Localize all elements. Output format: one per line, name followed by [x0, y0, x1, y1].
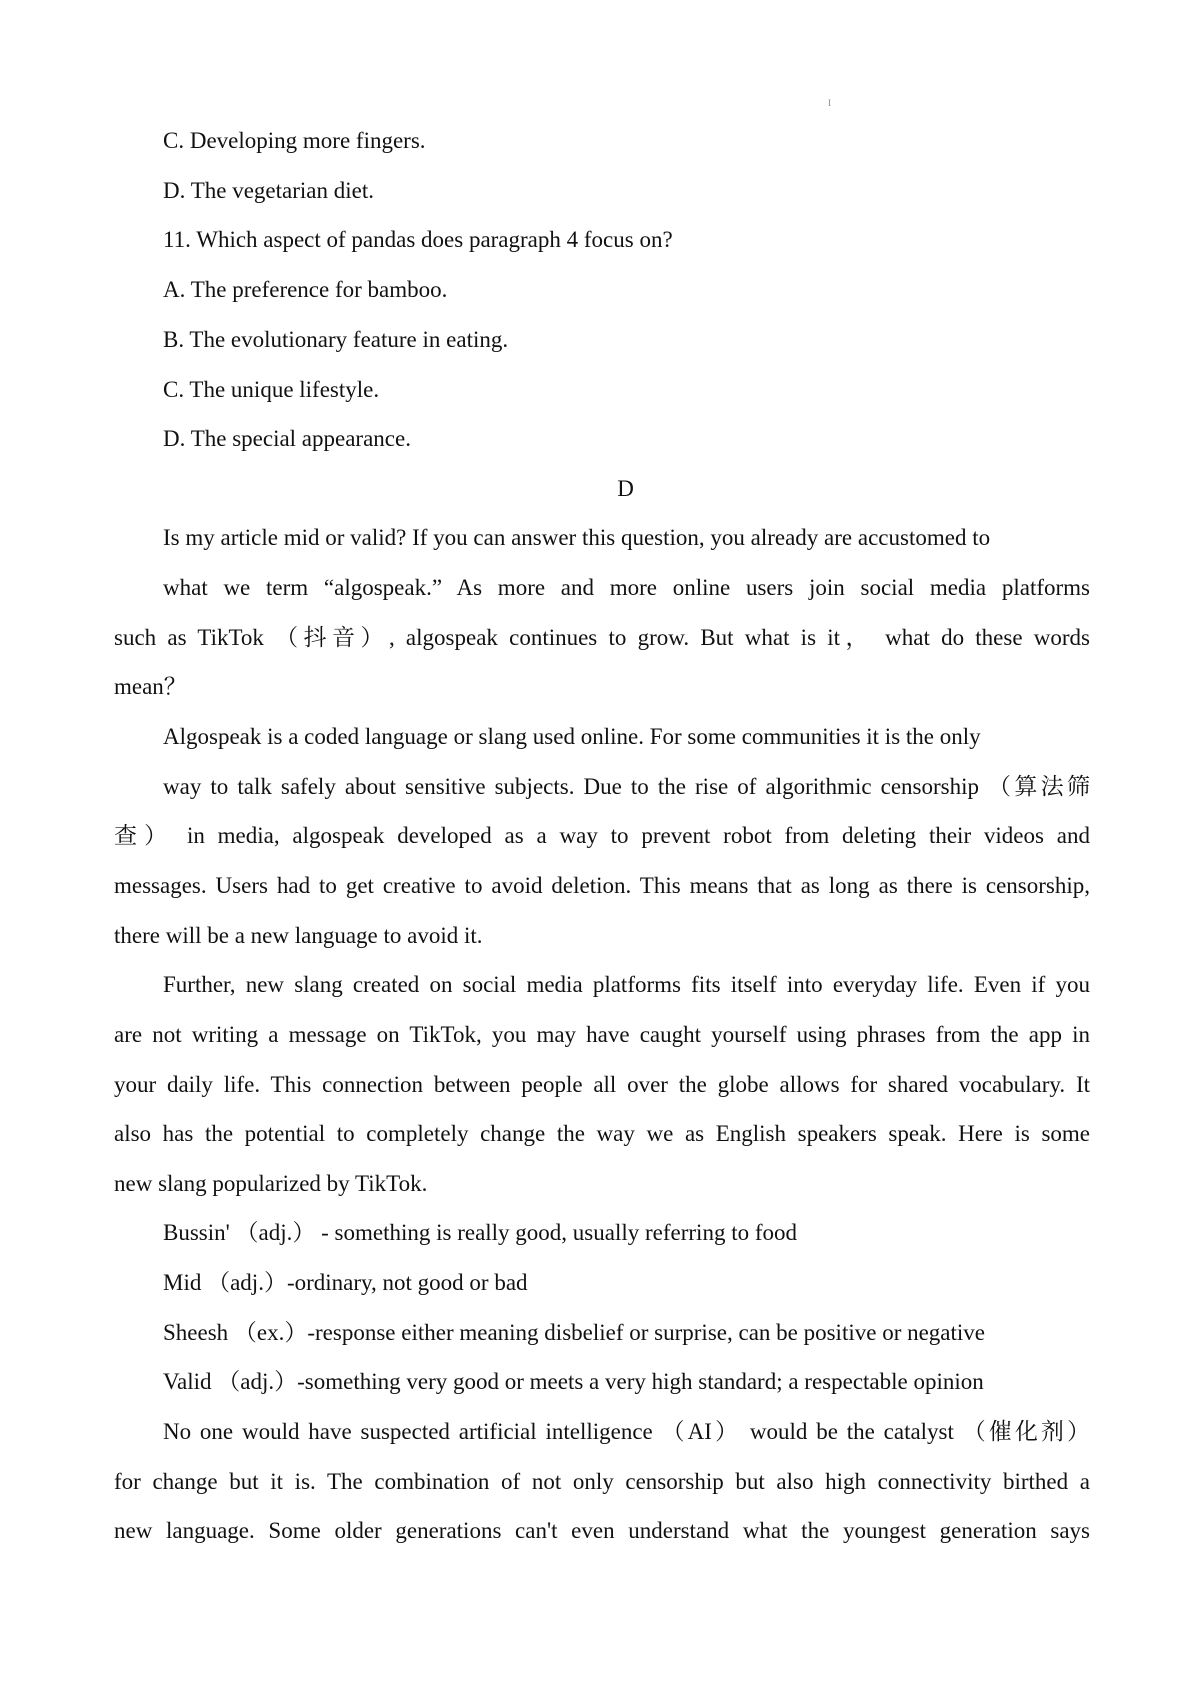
passage-line: also has the potential to completely change the way we as English speakers speak. Here is some: [114, 1121, 1090, 1146]
passage-line: messages. Users had to get creative to avoid deletion. This means that as long as there is censorship,: [114, 873, 1090, 898]
slang-entry: Sheesh （ex.）-response either meaning disbelief or surprise, can be positive or negative: [163, 1320, 986, 1345]
option-d-q10: D. The vegetarian diet.: [163, 178, 374, 203]
slang-entry: Valid （adj.）-something very good or meets a very high standard; a respectable opinion: [163, 1369, 984, 1394]
slang-entry: Bussin' （adj.） - something is really good, usually referring to food: [163, 1220, 797, 1245]
slang-entry: Mid （adj.）-ordinary, not good or bad: [163, 1270, 528, 1295]
passage-line: new slang popularized by TikTok.: [114, 1171, 428, 1196]
passage-line: No one would have suspected artificial intelligence （AI） would be the catalyst （催化剂）: [163, 1419, 1090, 1444]
passage-line: your daily life. This connection between people all over the globe allows for shared vocabulary. It: [114, 1072, 1090, 1097]
option-c-q11: C. The unique lifestyle.: [163, 377, 380, 402]
passage-line: new language. Some older generations can't even understand what the youngest generation says: [114, 1518, 1090, 1543]
passage-line: mean？: [114, 674, 187, 699]
option-a-q11: A. The preference for bamboo.: [163, 277, 448, 302]
page-mark: I: [828, 98, 831, 108]
passage-line: for change but it is. The combination of not only censorship but also high connectivity birthed a: [114, 1469, 1090, 1494]
passage-line: such as TikTok （抖音）, algospeak continues to grow. But what is it， what do these words: [114, 625, 1090, 650]
passage-line: there will be a new language to avoid it.: [114, 923, 483, 948]
passage-line: Algospeak is a coded language or slang used online. For some communities it is the only: [163, 724, 981, 749]
passage-line: Further, new slang created on social media platforms fits itself into everyday life. Even if you: [163, 972, 1090, 997]
passage-line: 查） in media, algospeak developed as a way to prevent robot from deleting their videos and: [114, 823, 1090, 848]
question-11-stem: 11. Which aspect of pandas does paragraph 4 focus on?: [163, 227, 673, 252]
section-heading: D: [617, 476, 634, 501]
passage-line: what we term “algospeak.” As more and more online users join social media platforms: [163, 575, 1090, 600]
option-d-q11: D. The special appearance.: [163, 426, 411, 451]
passage-line: are not writing a message on TikTok, you may have caught yourself using phrases from the app in: [114, 1022, 1090, 1047]
passage-line: way to talk safely about sensitive subjects. Due to the rise of algorithmic censorship （算法筛: [163, 774, 1090, 799]
option-b-q11: B. The evolutionary feature in eating.: [163, 327, 509, 352]
passage-line: Is my article mid or valid? If you can answer this question, you already are accustomed to: [163, 525, 991, 550]
option-c-q10: C. Developing more fingers.: [163, 128, 426, 153]
